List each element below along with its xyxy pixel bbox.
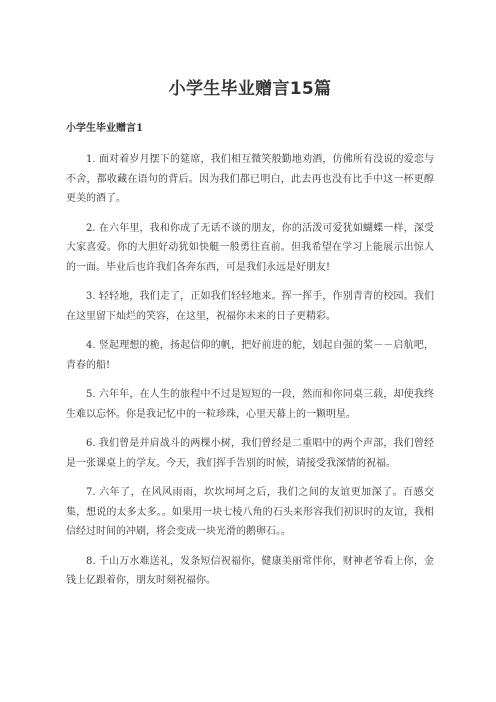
paragraph: 5. 六年年，在人生的旅程中不过是短短的一段，然而和你同桌三载，却使我终生难以忘怀。你是我记忆中的一粒珍珠，心里天幕上的一颗明星。 [66, 389, 434, 420]
section-heading: 小学生毕业赠言1 [66, 123, 143, 134]
paragraph: 4. 竖起理想的桅，扬起信仰的帆，把好前进的舵，划起自强的桨－－启航吧，青春的船! [66, 340, 434, 371]
paragraph: 6. 我们曾是并肩战斗的两棵小树，我们曾经是二重唱中的两个声部，我们曾经是一张课桌上的学友。今天，我们挥手告别的时候，请接受我深情的祝福。 [66, 438, 434, 469]
paragraph: 7. 六年了，在风风雨雨，坎坎坷坷之后，我们之间的友谊更加深了。百感交集，想说的太多太多。。如果用一块七棱八角的石头来形容我们初识时的友谊，我相信经过时间的冲刷，将会变成一块光滑的鹅卵石。。 [66, 487, 434, 537]
paragraph: 1. 面对着岁月摆下的筵席，我们相互微笑般勤地劝酒，仿佛所有没说的爱恋与不舍，都收藏在语句的背后。因为我们都已明白，此去再也没有比手中这一杯更醇更美的酒了。 [66, 154, 434, 204]
paragraph: 3. 轻轻地，我们走了，正如我们轻轻地来。挥一挥手，作别青青的校园。我们在这里留下灿烂的笑容，在这里，祝福你未来的日子更精彩。 [66, 291, 434, 322]
paragraph: 2. 在六年里，我和你成了无话不谈的朋友，你的活泼可爱犹如蝴蝶一样，深受大家喜爱。你的大胆好动犹如快艇一般勇往直前。但我希望在学习上能展示出惊人的一面。毕业后也许我们各奔东西，可是我们永远是好朋友! [66, 222, 434, 273]
document-title: 小学生毕业赠言15篇 [168, 79, 332, 99]
paragraph: 8. 千山万水难送礼，发条短信祝福你，健康美丽常伴你，财神老爷看上你，金钱上亿跟着你，朋友时刻祝福你。 [66, 555, 434, 586]
